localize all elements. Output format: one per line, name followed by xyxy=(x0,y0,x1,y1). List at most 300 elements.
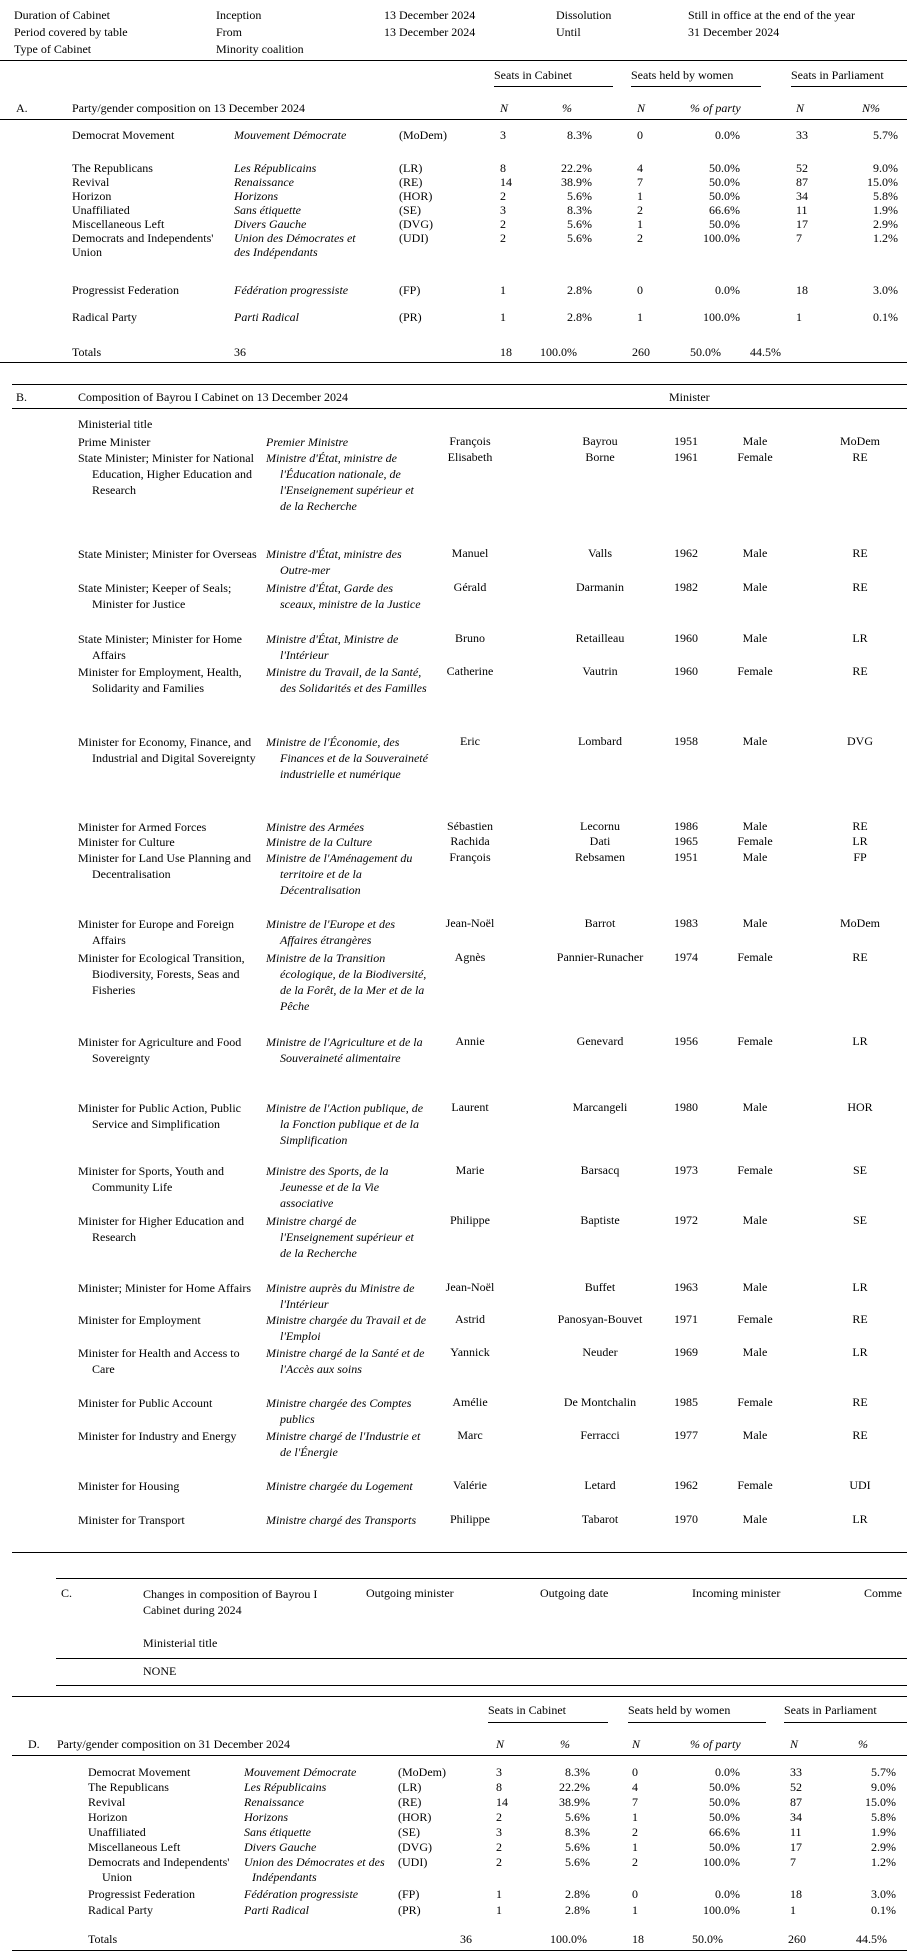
women-pct: 66.6% xyxy=(709,203,740,217)
party: LR xyxy=(852,1512,868,1526)
party-abbr: (RE) xyxy=(399,175,423,189)
party-abbr: (UDI) xyxy=(398,1855,428,1869)
last-name: Rebsamen xyxy=(575,850,625,864)
col-header: Comme xyxy=(864,1586,902,1600)
last-name: Bayrou xyxy=(582,434,618,448)
birth-year: 1986 xyxy=(674,819,698,833)
first-name: Astrid xyxy=(455,1312,485,1326)
party-name-fr: Sans étiquette xyxy=(234,203,301,217)
party-name: Unaffiliated xyxy=(88,1825,146,1839)
party: SE xyxy=(852,1213,867,1227)
party-name: Horizon xyxy=(72,189,112,203)
first-name: François xyxy=(449,850,491,864)
cabinet-seats: 2 xyxy=(496,1810,502,1824)
party-name-fr: Union des Démocrates et des Indépendants xyxy=(234,231,356,259)
women-pct: 100.0% xyxy=(703,310,740,324)
ministerial-title: Minister for Employment, Health, Solidarity and Families xyxy=(78,665,242,695)
col-header: N xyxy=(790,1737,799,1751)
ministerial-title: State Minister; Minister for National Education, Higher Education and Research xyxy=(78,451,254,497)
first-name: Valérie xyxy=(453,1478,487,1492)
parliament-seats: 33 xyxy=(790,1765,802,1779)
parliament-seats: 7 xyxy=(796,231,802,245)
ministerial-title-fr: Ministre d'État, Ministre de l'Intérieur xyxy=(266,632,399,662)
section-title: Composition of Bayrou I Cabinet on 13 December 2024 xyxy=(78,390,348,404)
ministerial-title-fr: Ministre chargée des Comptes publics xyxy=(266,1396,412,1426)
birth-year: 1963 xyxy=(674,1280,698,1294)
cabinet-pct: 8.3% xyxy=(567,128,592,142)
parliament-seats: 34 xyxy=(790,1810,802,1824)
gender: Female xyxy=(737,1034,773,1048)
col-header: Ministerial title xyxy=(143,1636,218,1650)
cabinet-seats: 1 xyxy=(500,283,506,297)
women-pct: 50.0% xyxy=(709,189,740,203)
ministerial-title-fr: Ministre de l'Europe et des Affaires étrangères xyxy=(266,917,395,947)
party-name: Miscellaneous Left xyxy=(88,1840,181,1854)
col-header: N xyxy=(496,1737,505,1751)
col-header: N xyxy=(500,101,509,115)
gender: Male xyxy=(742,631,768,645)
party-abbr: (PR) xyxy=(399,310,422,324)
party-name: Radical Party xyxy=(72,310,137,324)
women-pct: 0.0% xyxy=(715,1887,740,1901)
women-pct: 100.0% xyxy=(703,1855,740,1869)
women-seats: 1 xyxy=(637,217,643,231)
women-pct: 50.0% xyxy=(709,1840,740,1854)
ministerial-title-fr: Ministre auprès du Ministre de l'Intérieur xyxy=(266,1281,415,1311)
first-name: Philippe xyxy=(449,1512,490,1526)
party-name-fr: Renaissance xyxy=(234,175,294,189)
totals-value: 44.5% xyxy=(856,1932,887,1946)
cabinet-seats: 1 xyxy=(500,310,506,324)
first-name: François xyxy=(449,434,491,448)
divider xyxy=(0,60,907,61)
cabinet-seats: 1 xyxy=(496,1887,502,1901)
none-text: NONE xyxy=(143,1664,177,1678)
women-pct: 50.0% xyxy=(709,1795,740,1809)
birth-year: 1951 xyxy=(674,434,698,448)
gender: Female xyxy=(737,834,773,848)
women-seats: 2 xyxy=(632,1825,638,1839)
cabinet-seats: 2 xyxy=(500,189,506,203)
women-seats: 1 xyxy=(637,310,643,324)
ministerial-title: Minister for Ecological Transition, Biodiversity, Forests, Seas and Fisheries xyxy=(78,951,245,997)
section-title: Changes in composition of Bayrou I Cabinet during 2024 xyxy=(143,1587,318,1617)
party: LR xyxy=(852,1345,868,1359)
divider xyxy=(494,86,613,87)
ministerial-title-fr: Ministre des Sports, de la Jeunesse et de la Vie associative xyxy=(266,1164,389,1210)
gender: Female xyxy=(737,450,773,464)
cabinet-seats: 2 xyxy=(500,217,506,231)
last-name: Barsacq xyxy=(580,1163,620,1177)
cabinet-seats: 8 xyxy=(496,1780,502,1794)
group-header: Seats in Cabinet xyxy=(494,68,572,82)
gender: Female xyxy=(737,1395,773,1409)
ministerial-title-fr: Ministre chargée du Travail et de l'Emploi xyxy=(266,1313,427,1343)
group-header: Seats in Parliament xyxy=(784,1703,877,1717)
parliament-pct: 2.9% xyxy=(871,1840,896,1854)
section-letter: C. xyxy=(61,1586,73,1600)
women-pct: 50.0% xyxy=(709,1810,740,1824)
birth-year: 1985 xyxy=(674,1395,698,1409)
party: HOR xyxy=(847,1100,873,1114)
header-value: Dissolution xyxy=(556,8,612,22)
party-abbr: (FP) xyxy=(399,283,421,297)
ministerial-title-fr: Ministre de l'Économie, des Finances et de la Souveraineté industrielle et numérique xyxy=(266,735,428,781)
parliament-pct: 1.2% xyxy=(873,231,898,245)
party-name-fr: Union des Démocrates et des Indépendants xyxy=(244,1855,385,1884)
ministerial-title-fr: Ministre d'État, Garde des sceaux, ministre de la Justice xyxy=(266,581,421,611)
header-label: Duration of Cabinet xyxy=(14,8,110,22)
party: DVG xyxy=(847,734,873,748)
women-seats: 4 xyxy=(632,1780,638,1794)
header-value: Still in office at the end of the year xyxy=(688,8,856,22)
cabinet-pct: 22.2% xyxy=(559,1780,590,1794)
group-header: Seats held by women xyxy=(631,68,734,82)
party-name: Revival xyxy=(72,175,110,189)
party-abbr: (SE) xyxy=(398,1825,420,1839)
party-abbr: (UDI) xyxy=(399,231,429,245)
cabinet-seats: 2 xyxy=(496,1855,502,1869)
divider xyxy=(12,1755,907,1756)
women-seats: 1 xyxy=(632,1840,638,1854)
party-abbr: (RE) xyxy=(398,1795,422,1809)
party-name: The Republicans xyxy=(72,161,153,175)
ministerial-title-fr: Ministre chargée du Logement xyxy=(266,1479,413,1493)
birth-year: 1956 xyxy=(674,1034,698,1048)
last-name: Panosyan-Bouvet xyxy=(557,1312,643,1326)
birth-year: 1958 xyxy=(674,734,698,748)
totals-value: 36 xyxy=(460,1932,472,1946)
cabinet-pct: 5.6% xyxy=(565,1810,590,1824)
party-name: Unaffiliated xyxy=(72,203,130,217)
parliament-seats: 18 xyxy=(790,1887,802,1901)
ministerial-title: Minister for Armed Forces xyxy=(78,820,207,834)
ministerial-title: Minister for Housing xyxy=(78,1479,180,1493)
women-seats: 1 xyxy=(632,1810,638,1824)
party: SE xyxy=(852,1163,867,1177)
first-name: Elisabeth xyxy=(447,450,493,464)
cabinet-pct: 8.3% xyxy=(565,1765,590,1779)
cabinet-pct: 8.3% xyxy=(565,1825,590,1839)
totals-label: Totals xyxy=(88,1932,118,1946)
party-name-fr: Les Républicains xyxy=(244,1780,327,1794)
party: MoDem xyxy=(840,434,880,448)
last-name: Lombard xyxy=(578,734,622,748)
party: RE xyxy=(852,450,868,464)
birth-year: 1971 xyxy=(674,1312,698,1326)
party: RE xyxy=(852,1312,868,1326)
party-abbr: (DVG) xyxy=(398,1840,432,1854)
party-name-fr: Mouvement Démocrate xyxy=(234,128,347,142)
divider xyxy=(56,1685,907,1686)
cabinet-pct: 2.8% xyxy=(565,1887,590,1901)
last-name: Ferracci xyxy=(580,1428,620,1442)
gender: Female xyxy=(737,950,773,964)
ministerial-title: Minister for Europe and Foreign Affairs xyxy=(78,917,234,947)
cabinet-pct: 5.6% xyxy=(567,231,592,245)
party: LR xyxy=(852,631,868,645)
party: RE xyxy=(852,546,868,560)
totals-label: Totals xyxy=(72,345,102,359)
party-name: Democrat Movement xyxy=(72,128,175,142)
last-name: Borne xyxy=(585,450,615,464)
cabinet-seats: 1 xyxy=(496,1903,502,1917)
ministerial-title-fr: Ministre de la Culture xyxy=(266,835,373,849)
divider xyxy=(12,1696,907,1697)
ministerial-title: Minister for Transport xyxy=(78,1513,185,1527)
parliament-seats: 87 xyxy=(796,175,808,189)
section-letter: A. xyxy=(16,101,28,115)
parliament-pct: 0.1% xyxy=(873,310,898,324)
first-name: Gérald xyxy=(453,580,487,594)
party-abbr: (DVG) xyxy=(399,217,433,231)
party-name-fr: Divers Gauche xyxy=(244,1840,317,1854)
parliament-seats: 1 xyxy=(796,310,802,324)
section-letter: B. xyxy=(16,390,28,404)
divider xyxy=(628,1722,766,1723)
party-name: Radical Party xyxy=(88,1903,153,1917)
last-name: Buffet xyxy=(584,1280,616,1294)
section-title: Party/gender composition on 13 December 2024 xyxy=(72,101,305,115)
women-seats: 2 xyxy=(637,203,643,217)
party-abbr: (MoDem) xyxy=(399,128,447,142)
first-name: Agnès xyxy=(454,950,486,964)
parliament-pct: 0.1% xyxy=(871,1903,896,1917)
party-name: Miscellaneous Left xyxy=(72,217,165,231)
party: RE xyxy=(852,1428,868,1442)
col-header: Incoming minister xyxy=(692,1586,781,1600)
header-value: 13 December 2024 xyxy=(384,25,476,39)
cabinet-pct: 8.3% xyxy=(567,203,592,217)
ministerial-title: Minister for Land Use Planning and Decentralisation xyxy=(78,851,251,881)
cabinet-seats: 14 xyxy=(496,1795,508,1809)
parliament-pct: 15.0% xyxy=(867,175,898,189)
divider xyxy=(56,1578,907,1579)
first-name: Rachida xyxy=(450,834,490,848)
section-letter: D. xyxy=(28,1737,40,1751)
first-name: Amélie xyxy=(452,1395,488,1409)
parliament-pct: 3.0% xyxy=(871,1887,896,1901)
parliament-pct: 5.8% xyxy=(871,1810,896,1824)
col-header: Outgoing date xyxy=(540,1586,609,1600)
cabinet-pct: 5.6% xyxy=(565,1840,590,1854)
party-name-fr: Parti Radical xyxy=(244,1903,309,1917)
ministerial-title-fr: Ministre chargé de la Santé et de l'Accès aux soins xyxy=(266,1346,425,1376)
last-name: Lecornu xyxy=(580,819,620,833)
women-pct: 50.0% xyxy=(709,161,740,175)
women-pct: 100.0% xyxy=(703,1903,740,1917)
party-name: Revival xyxy=(88,1795,126,1809)
parliament-seats: 17 xyxy=(790,1840,802,1854)
party-name-fr: Divers Gauche xyxy=(234,217,307,231)
totals-value: 18 xyxy=(632,1932,644,1946)
cabinet-pct: 38.9% xyxy=(559,1795,590,1809)
group-header: Seats in Cabinet xyxy=(488,1703,566,1717)
birth-year: 1980 xyxy=(674,1100,698,1114)
totals-value: 18 xyxy=(500,345,512,359)
ministerial-title: Minister for Health and Access to Care xyxy=(78,1346,240,1376)
ministerial-title: State Minister; Minister for Home Affairs xyxy=(78,632,242,662)
women-pct: 50.0% xyxy=(709,217,740,231)
cabinet-pct: 5.6% xyxy=(567,189,592,203)
gender: Female xyxy=(737,1163,773,1177)
ministerial-title: Minister for Sports, Youth and Community Life xyxy=(78,1164,225,1194)
cabinet-seats: 8 xyxy=(500,161,506,175)
ministerial-title-fr: Ministre du Travail, de la Santé, des Solidarités et des Familles xyxy=(266,665,427,695)
col-header: % xyxy=(560,1737,570,1751)
women-pct: 100.0% xyxy=(703,231,740,245)
party-name: Horizon xyxy=(88,1810,128,1824)
birth-year: 1983 xyxy=(674,916,698,930)
party-name: Democrats and Independents' Union xyxy=(72,231,214,259)
gender: Male xyxy=(742,546,768,560)
first-name: Jean-Noël xyxy=(445,1280,495,1294)
first-name: Jean-Noël xyxy=(445,916,495,930)
parliament-pct: 15.0% xyxy=(865,1795,896,1809)
divider xyxy=(784,1722,907,1723)
party-name-fr: Parti Radical xyxy=(234,310,299,324)
ministerial-title: Minister for Public Account xyxy=(78,1396,213,1410)
cabinet-pct: 38.9% xyxy=(561,175,592,189)
cabinet-seats: 3 xyxy=(496,1765,502,1779)
birth-year: 1961 xyxy=(674,450,698,464)
women-pct: 66.6% xyxy=(709,1825,740,1839)
party-abbr: (HOR) xyxy=(398,1810,432,1824)
birth-year: 1972 xyxy=(674,1213,698,1227)
last-name: Vautrin xyxy=(582,664,618,678)
parliament-seats: 7 xyxy=(790,1855,796,1869)
group-header: Seats held by women xyxy=(628,1703,731,1717)
last-name: Tabarot xyxy=(581,1512,619,1526)
cabinet-pct: 5.6% xyxy=(567,217,592,231)
party: RE xyxy=(852,950,868,964)
divider xyxy=(12,384,907,385)
gender: Male xyxy=(742,1345,768,1359)
parliament-pct: 9.0% xyxy=(873,161,898,175)
header-value: Until xyxy=(556,25,581,39)
birth-year: 1977 xyxy=(674,1428,698,1442)
gender: Female xyxy=(737,1312,773,1326)
last-name: Genevard xyxy=(576,1034,624,1048)
first-name: Philippe xyxy=(449,1213,490,1227)
birth-year: 1974 xyxy=(674,950,698,964)
first-name: Catherine xyxy=(446,664,494,678)
party-abbr: (LR) xyxy=(399,161,423,175)
totals-value: 260 xyxy=(788,1932,806,1946)
col-header: % xyxy=(858,1737,868,1751)
party-name-fr: Horizons xyxy=(234,189,279,203)
party: FP xyxy=(853,850,867,864)
divider xyxy=(56,1658,907,1659)
ministerial-title: Minister; Minister for Home Affairs xyxy=(78,1281,252,1295)
party-name: Democrats and Independents' Union xyxy=(88,1855,230,1884)
col-header: Ministerial title xyxy=(78,417,153,431)
cabinet-pct: 22.2% xyxy=(561,161,592,175)
party-name-fr: Fédération progressiste xyxy=(234,283,349,297)
party-name: Progressist Federation xyxy=(88,1887,195,1901)
ministerial-title: Minister for Agriculture and Food Sovereignty xyxy=(78,1035,242,1065)
cabinet-seats: 3 xyxy=(496,1825,502,1839)
last-name: Letard xyxy=(584,1478,616,1492)
first-name: Marc xyxy=(457,1428,483,1442)
parliament-pct: 9.0% xyxy=(871,1780,896,1794)
col-header: N xyxy=(632,1737,641,1751)
header-label: Period covered by table xyxy=(14,25,128,39)
first-name: Eric xyxy=(460,734,480,748)
header-label: Type of Cabinet xyxy=(14,42,92,56)
party: RE xyxy=(852,1395,868,1409)
gender: Male xyxy=(742,434,768,448)
group-header: Seats in Parliament xyxy=(791,68,884,82)
col-header: % of party xyxy=(690,101,741,115)
divider xyxy=(0,119,907,120)
parliament-seats: 11 xyxy=(790,1825,802,1839)
parliament-seats: 18 xyxy=(796,283,808,297)
divider xyxy=(12,1552,907,1553)
ministerial-title-fr: Ministre chargé de l'Enseignement supérieur et de la Recherche xyxy=(266,1214,414,1260)
party-abbr: (SE) xyxy=(399,203,421,217)
gender: Male xyxy=(742,1512,768,1526)
birth-year: 1965 xyxy=(674,834,698,848)
first-name: Laurent xyxy=(451,1100,489,1114)
women-seats: 1 xyxy=(637,189,643,203)
last-name: Neuder xyxy=(582,1345,618,1359)
cabinet-seats: 14 xyxy=(500,175,512,189)
party: LR xyxy=(852,834,868,848)
gender: Male xyxy=(742,819,768,833)
women-pct: 50.0% xyxy=(709,175,740,189)
party-name: Democrat Movement xyxy=(88,1765,191,1779)
birth-year: 1973 xyxy=(674,1163,698,1177)
ministerial-title-fr: Ministre de l'Action publique, de la Fonction publique et de la Simplification xyxy=(266,1101,424,1147)
gender: Female xyxy=(737,1478,773,1492)
cabinet-seats: 3 xyxy=(500,203,506,217)
cabinet-seats: 2 xyxy=(496,1840,502,1854)
totals-value: 100.0% xyxy=(540,345,577,359)
party-name: The Republicans xyxy=(88,1780,169,1794)
cabinet-pct: 2.8% xyxy=(565,1903,590,1917)
party: LR xyxy=(852,1034,868,1048)
party-abbr: (HOR) xyxy=(399,189,433,203)
gender: Male xyxy=(742,1213,768,1227)
gender: Male xyxy=(742,916,768,930)
last-name: Dati xyxy=(589,834,611,848)
col-header: N% xyxy=(862,101,880,115)
gender: Male xyxy=(742,1100,768,1114)
gender: Male xyxy=(742,734,768,748)
ministerial-title: State Minister; Minister for Overseas xyxy=(78,547,257,561)
ministerial-title-fr: Ministre de l'Agriculture et de la Souveraineté alimentaire xyxy=(266,1035,423,1065)
party-name-fr: Mouvement Démocrate xyxy=(244,1765,357,1779)
header-value: 31 December 2024 xyxy=(688,25,780,39)
divider xyxy=(631,86,761,87)
parliament-seats: 11 xyxy=(796,203,808,217)
col-header: % of party xyxy=(690,1737,741,1751)
ministerial-title-fr: Ministre chargé des Transports xyxy=(266,1513,417,1527)
parliament-seats: 33 xyxy=(796,128,808,142)
parliament-pct: 1.9% xyxy=(871,1825,896,1839)
cabinet-seats: 3 xyxy=(500,128,506,142)
ministerial-title: Minister for Industry and Energy xyxy=(78,1429,237,1443)
women-seats: 1 xyxy=(632,1903,638,1917)
parliament-pct: 5.8% xyxy=(873,189,898,203)
divider xyxy=(12,408,907,409)
last-name: De Montchalin xyxy=(563,1395,637,1409)
ministerial-title: Minister for Public Action, Public Service and Simplification xyxy=(78,1101,241,1131)
women-seats: 0 xyxy=(637,283,643,297)
header-value: 13 December 2024 xyxy=(384,8,476,22)
col-header: N xyxy=(796,101,805,115)
